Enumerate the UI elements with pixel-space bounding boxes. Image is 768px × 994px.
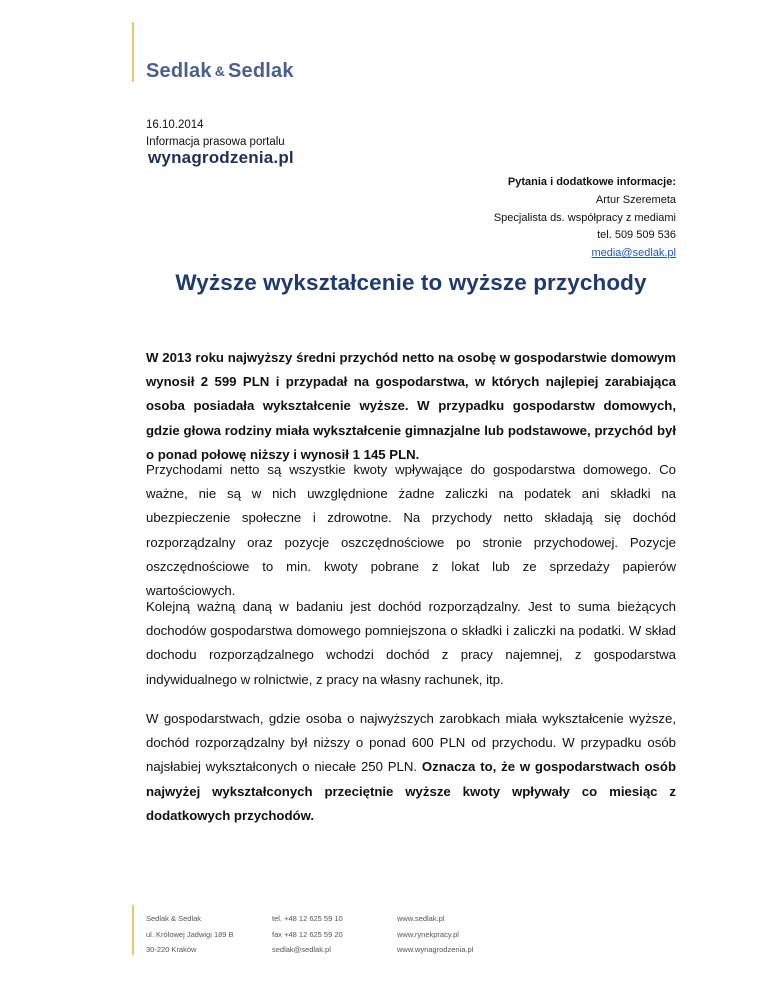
paragraph-3-text: W gospodarstwach, gdzie osoba o najwyższych zarobkach miała wykształcenie wyższe, dochód rozporządzalny był niższy o ponad 600 PLN od przychodu. W przypadku osób najsłabiej wykształconych o niecałe 250 PLN. bbox=[146, 711, 676, 775]
footer-site-sedlak: www.sedlak.pl bbox=[397, 914, 445, 923]
lead-paragraph: W 2013 roku najwyższy średni przychód netto na osobę w gospodarstwie domowym wynosił 2 599 PLN i przypadał na gospodarstwa, w których najlepiej zarabiająca osoba posiadała wykształcenie wyższe. W przypadku gospodarstw domowych, gdzie głowa rodziny miała wykształcenie gimnazjalne lub podstawowe, przychód był o ponad połowę niższy i wynosił 1 145 PLN. bbox=[146, 350, 676, 462]
logo-word-left: Sedlak bbox=[146, 60, 212, 82]
paragraph-3-emphasis: Oznacza to, że w gospodarstwach osób najwyżej wykształconych przeciętnie wyższe kwoty wpływały co miesiąc z dodatkowych przychodów. bbox=[146, 759, 676, 823]
contact-phone: tel. 509 509 536 bbox=[597, 229, 676, 242]
body-paragraph-2: Kolejną ważną daną w badaniu jest dochód rozporządzalny. Jest to suma bieżących dochodów gospodarstwa domowego pomniejszona o składki i zaliczki na podatki. W skład dochodu rozporządzalnego wchodzi dochód z pracy najemnej, z gospodarstwa indywidualnego w rolnictwie, z pracy na własny rachunek, itp. bbox=[146, 599, 676, 687]
press-date: 16.10.2014 bbox=[146, 119, 204, 131]
article-headline: Wyższe wykształcenie to wyższe przychody bbox=[175, 270, 647, 295]
body-paragraph-1: Przychodami netto są wszystkie kwoty wpływające do gospodarstwa domowego. Co ważne, nie są w nich uwzględnione żadne zaliczki na podatek ani składki na ubezpieczenie społeczne i zdrowotne. Na przychody netto składają się dochód rozporządzalny oraz pozycje oszczędnościowe po stronie przychodowej. Pozycje oszczędnościowe to min. kwoty pobrane z lokat lub ze sprzedaży papierów wartościowych. bbox=[146, 462, 676, 599]
footer-accent-bar bbox=[132, 905, 134, 955]
footer-site-rynekpracy: www.rynekpracy.pl bbox=[397, 929, 459, 939]
logo-ampersand: & bbox=[214, 63, 225, 79]
footer-email: sedlak@sedlak.pl bbox=[272, 945, 331, 955]
contact-role: Specjalista ds. współpracy z mediami bbox=[493, 211, 676, 224]
footer-phone: tel. +48 12 625 59 10 bbox=[272, 914, 343, 923]
header-accent-bar bbox=[132, 22, 134, 82]
footer-company: Sedlak & Sedlak bbox=[146, 914, 202, 923]
contact-block bbox=[494, 174, 676, 263]
footer-street: ul. Królowej Jadwigi 189 B bbox=[146, 929, 234, 939]
footer-fax: fax +48 12 625 59 20 bbox=[272, 929, 343, 939]
footer-city: 30-220 Kraków bbox=[146, 945, 197, 955]
contact-name: Artur Szeremeta bbox=[595, 193, 676, 206]
footer-site-wynagrodzenia: www.wynagrodzenia.pl bbox=[397, 945, 474, 955]
press-meta bbox=[146, 117, 285, 151]
footer-websites bbox=[397, 911, 473, 958]
contact-title: Pytania i dodatkowe informacje: bbox=[507, 176, 676, 188]
body-paragraph-3 bbox=[146, 707, 676, 828]
contact-email-link[interactable]: media@sedlak.pl bbox=[591, 247, 676, 260]
logo-word-right: Sedlak bbox=[228, 60, 294, 82]
footer-address bbox=[146, 911, 234, 958]
portal-name: wynagrodzenia.pl bbox=[148, 148, 294, 167]
footer-contacts bbox=[272, 911, 343, 958]
company-logo bbox=[146, 60, 294, 83]
press-subtitle: Informacja prasowa portalu bbox=[146, 136, 285, 148]
